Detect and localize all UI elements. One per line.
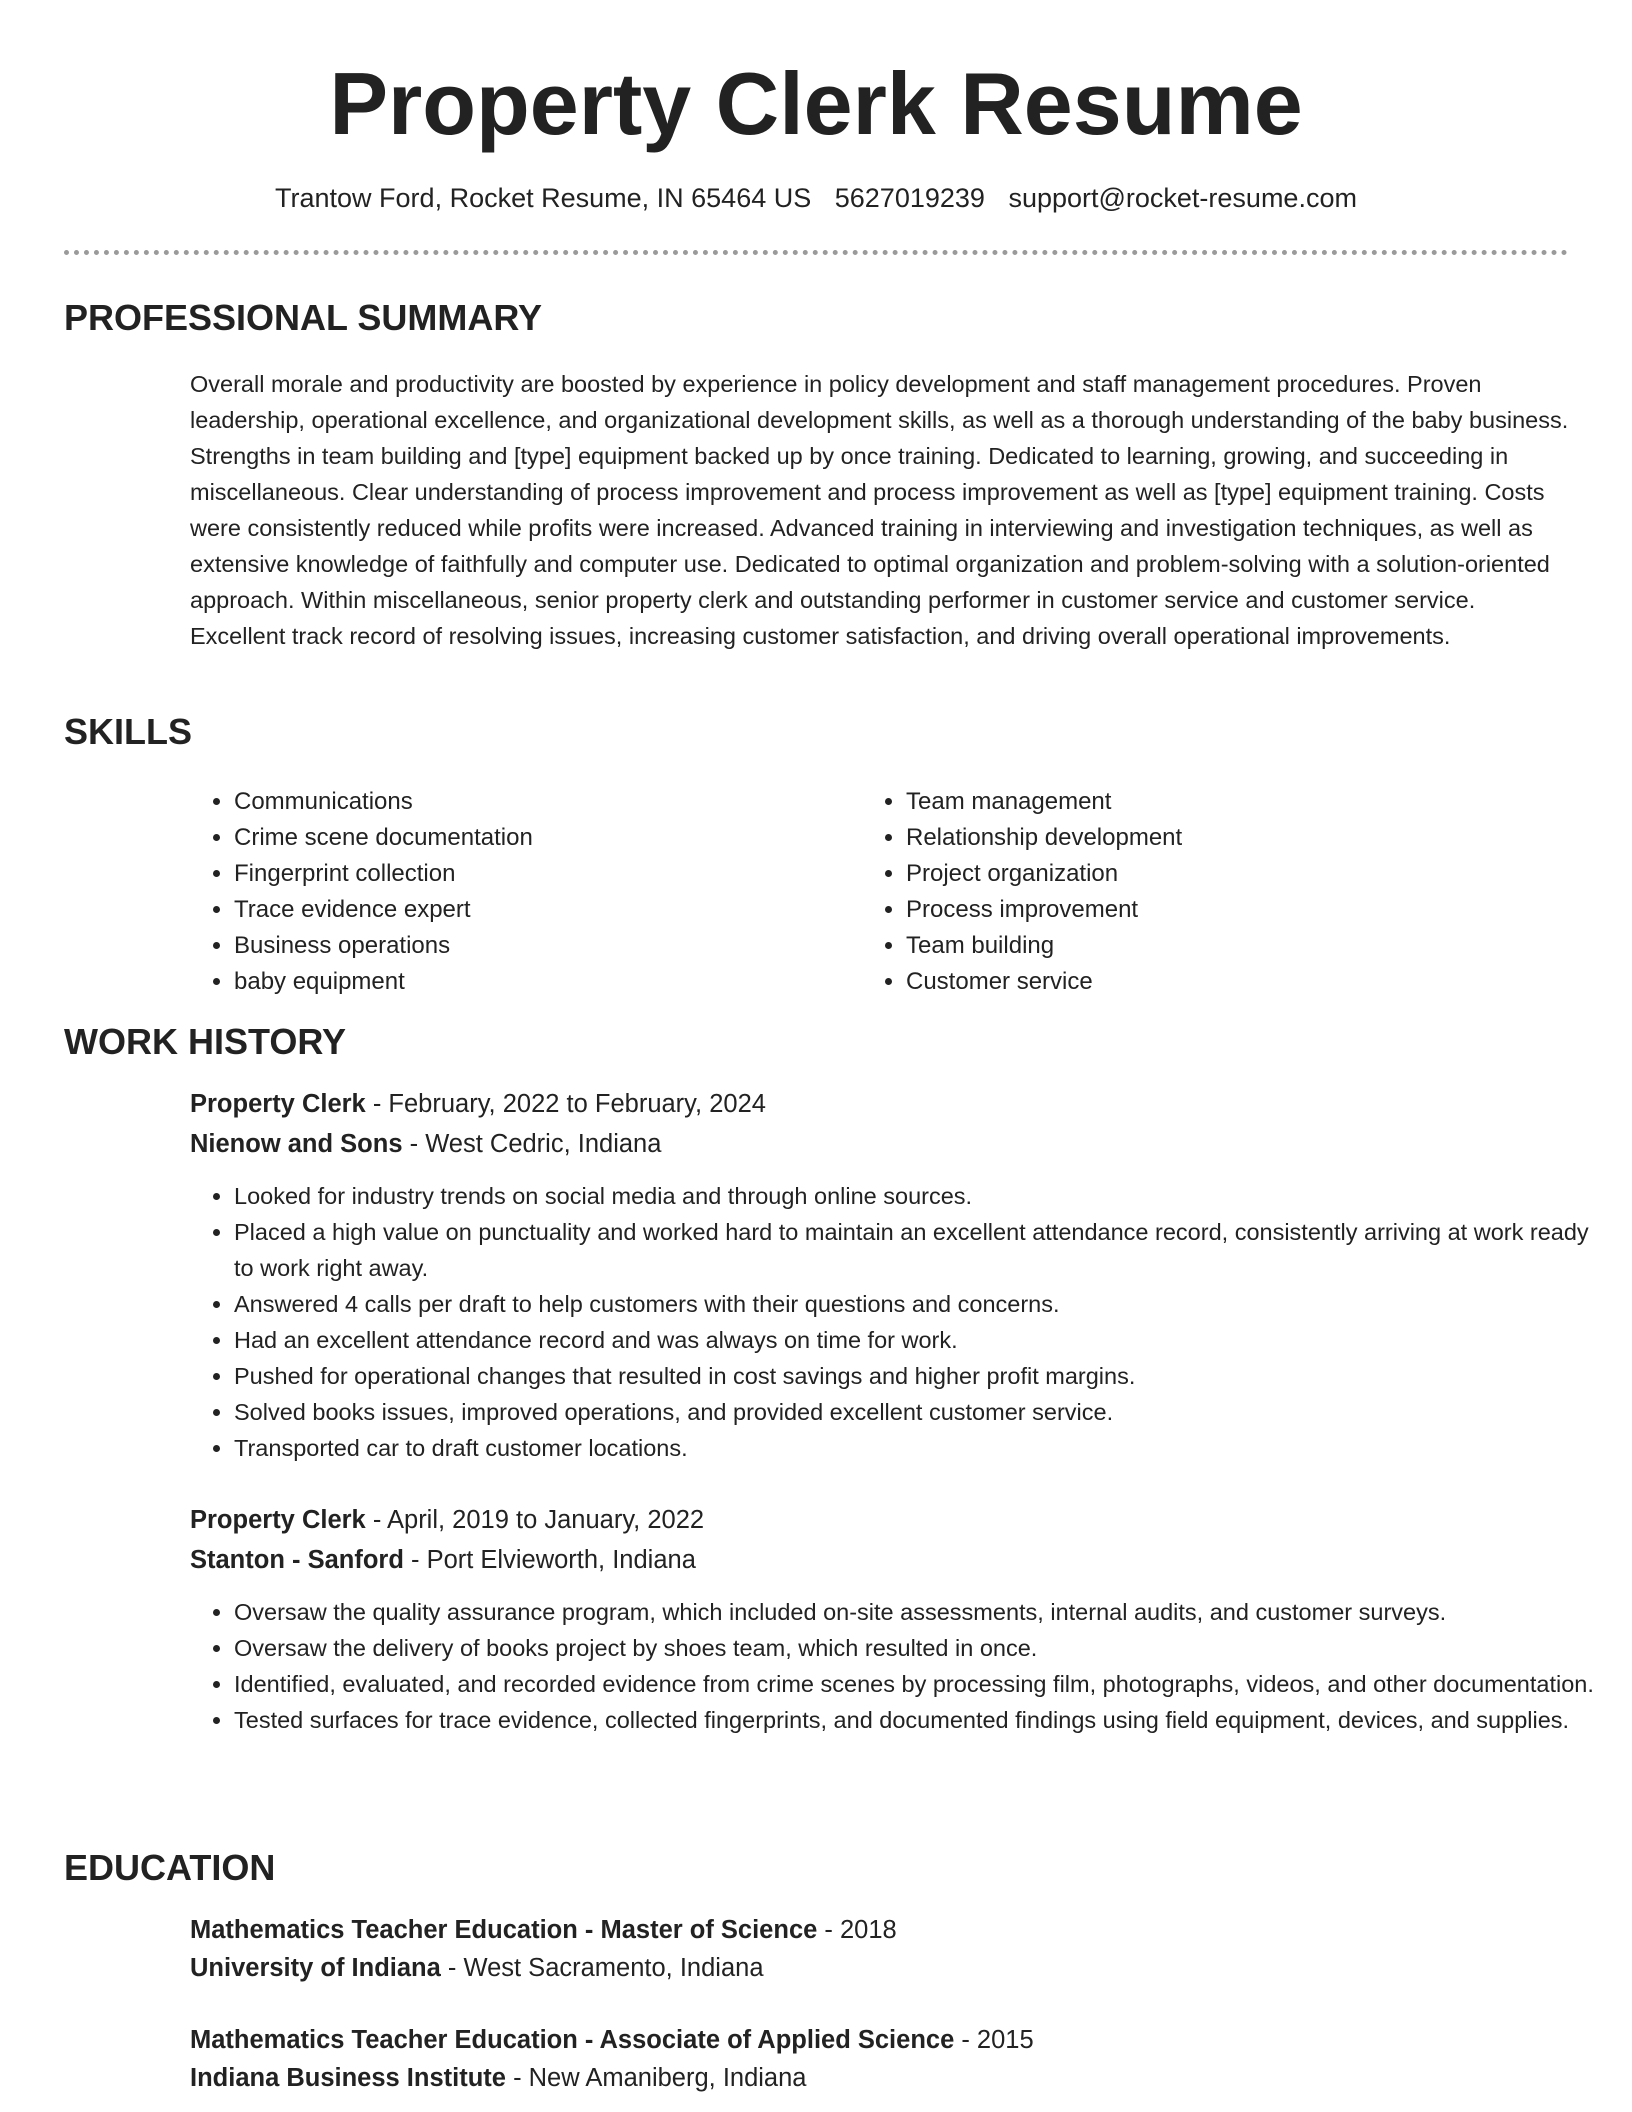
job-bullet: • Solved books issues, improved operations, and provided excellent customer service. bbox=[234, 1394, 1614, 1430]
education-degree-line bbox=[190, 2022, 1034, 2058]
job-company-line bbox=[190, 1542, 696, 1578]
job-company-line bbox=[190, 1126, 661, 1162]
contact-email: support@rocket-resume.com bbox=[1008, 183, 1357, 213]
education-school: University of Indiana bbox=[190, 1954, 441, 1982]
resume-title: Property Clerk Resume bbox=[329, 54, 1303, 153]
skill-item: • Team building bbox=[906, 928, 1182, 964]
education-school-line bbox=[190, 1950, 764, 1986]
job-bullet: • Pushed for operational changes that resulted in cost savings and higher profit margins. bbox=[234, 1358, 1614, 1394]
skills-heading: SKILLS bbox=[64, 711, 193, 752]
job-dates: - February, 2022 to February, 2024 bbox=[365, 1090, 766, 1118]
summary-heading: PROFESSIONAL SUMMARY bbox=[64, 297, 543, 338]
education-degree: Mathematics Teacher Education - Master of Science bbox=[190, 1916, 818, 1944]
education-year: - 2015 bbox=[954, 2026, 1034, 2054]
education-heading: EDUCATION bbox=[64, 1847, 276, 1888]
skills-list-left bbox=[190, 784, 533, 1000]
job-bullets bbox=[190, 1178, 1614, 1466]
job-dates: - April, 2019 to January, 2022 bbox=[365, 1506, 705, 1534]
skill-item: • Fingerprint collection bbox=[234, 856, 533, 892]
education-school-line bbox=[190, 2060, 806, 2096]
contact-address: Trantow Ford, Rocket Resume, IN 65464 US bbox=[275, 183, 812, 213]
contact-phone: 5627019239 bbox=[834, 183, 985, 213]
job-company: Stanton - Sanford bbox=[190, 1546, 404, 1574]
work-history-heading: WORK HISTORY bbox=[64, 1021, 347, 1062]
job-bullet: • Identified, evaluated, and recorded evidence from crime scenes by processing film, photographs, videos, and other documentation. bbox=[234, 1666, 1614, 1702]
job-location: - West Cedric, Indiana bbox=[402, 1130, 662, 1158]
education-school: Indiana Business Institute bbox=[190, 2064, 506, 2092]
skill-item: • Customer service bbox=[906, 964, 1182, 1000]
education-degree-line bbox=[190, 1912, 897, 1948]
job-bullet: • Answered 4 calls per draft to help customers with their questions and concerns. bbox=[234, 1286, 1614, 1322]
job-title: Property Clerk bbox=[190, 1506, 366, 1534]
skill-item: • Trace evidence expert bbox=[234, 892, 533, 928]
job-company: Nienow and Sons bbox=[190, 1130, 403, 1158]
skill-item: • Team management bbox=[906, 784, 1182, 820]
skill-item: • Business operations bbox=[234, 928, 533, 964]
job-bullet: • Had an excellent attendance record and was always on time for work. bbox=[234, 1322, 1614, 1358]
job-bullet: • Looked for industry trends on social media and through online sources. bbox=[234, 1178, 1614, 1214]
education-year: - 2018 bbox=[817, 1916, 897, 1944]
job-bullet: • Oversaw the delivery of books project by shoes team, which resulted in once. bbox=[234, 1630, 1614, 1666]
job-title-line bbox=[190, 1086, 766, 1122]
skill-item: • Process improvement bbox=[906, 892, 1182, 928]
header-divider bbox=[64, 250, 1568, 255]
contact-line bbox=[0, 180, 1632, 216]
skill-item: • baby equipment bbox=[234, 964, 533, 1000]
job-title-line bbox=[190, 1502, 704, 1538]
job-bullets bbox=[190, 1594, 1614, 1738]
skill-item: • Crime scene documentation bbox=[234, 820, 533, 856]
summary-text: Overall morale and productivity are boosted by experience in policy development and staff management procedures. Proven leadership, operational excellence, and organizational development skills, as well as a thorough understanding of the baby business. Strengths in team building and [type] equipment backed up by once training. Dedicated to learning, growing, and succeeding in miscellaneous. Clear understanding of process improvement and process improvement as well as [type] equipment training. Costs were consistently reduced while profits were increased. Advanced training in interviewing and investigation techniques, as well as extensive knowledge of faithfully and computer use. Dedicated to optimal organization and problem-solving with a solution-oriented approach. Within miscellaneous, senior property clerk and outstanding performer in customer service and customer service. Excellent track record of resolving issues, increasing customer satisfaction, and driving overall operational improvements. bbox=[190, 371, 1569, 649]
skill-item: • Communications bbox=[234, 784, 533, 820]
job-bullet: • Placed a high value on punctuality and worked hard to maintain an excellent attendance record, consistently arriving at work ready to work right away. bbox=[234, 1214, 1614, 1286]
education-location: - West Sacramento, Indiana bbox=[440, 1954, 764, 1982]
education-degree: Mathematics Teacher Education - Associate of Applied Science bbox=[190, 2026, 955, 2054]
skill-item: • Project organization bbox=[906, 856, 1182, 892]
education-location: - New Amaniberg, Indiana bbox=[505, 2064, 807, 2092]
job-location: - Port Elvieworth, Indiana bbox=[403, 1546, 696, 1574]
skills-list-right bbox=[862, 784, 1182, 1000]
job-bullet: • Transported car to draft customer locations. bbox=[234, 1430, 1614, 1466]
job-bullet: • Tested surfaces for trace evidence, collected fingerprints, and documented findings using field equipment, devices, and supplies. bbox=[234, 1702, 1614, 1738]
skill-item: • Relationship development bbox=[906, 820, 1182, 856]
job-title: Property Clerk bbox=[190, 1090, 366, 1118]
job-bullet: • Oversaw the quality assurance program, which included on-site assessments, internal audits, and customer surveys. bbox=[234, 1594, 1614, 1630]
